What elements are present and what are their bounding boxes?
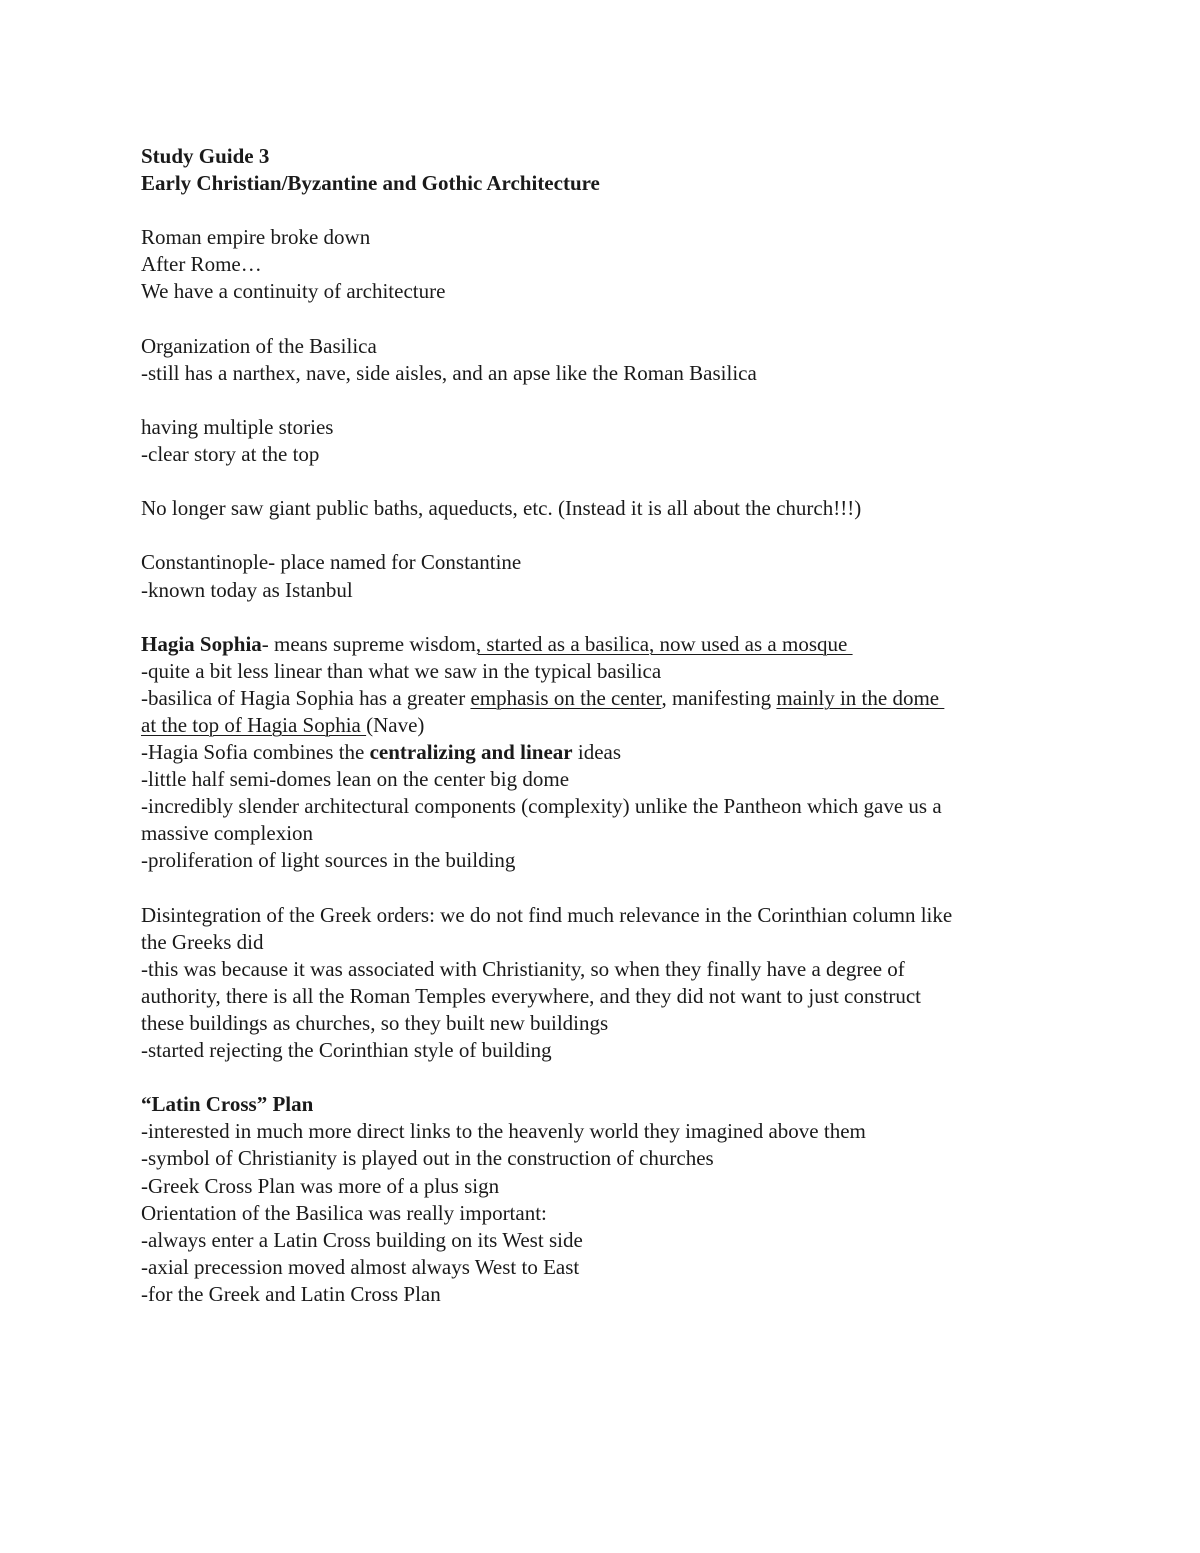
text-line: -known today as Istanbul	[141, 577, 353, 602]
text-run: - means supreme wisdom	[261, 631, 476, 656]
spacer	[141, 306, 1081, 333]
text-line: Roman empire broke down	[141, 225, 371, 250]
text-line: -quite a bit less linear than what we saw in the typical basilica	[141, 658, 662, 683]
spacer	[141, 387, 1081, 414]
text-line: -incredibly slender architectural components (complexity) unlike the Pantheon which gave us a	[141, 794, 942, 819]
spacer	[141, 468, 1081, 495]
spacer	[141, 1064, 1081, 1091]
text-line: -little half semi-domes lean on the center big dome	[141, 767, 570, 792]
text-line	[141, 712, 1081, 739]
hagia-sophia-heading: Hagia Sophia	[141, 631, 262, 656]
text-line: After Rome…	[141, 252, 262, 277]
hagia-sophia-heading-line	[141, 631, 1081, 658]
text-run: -Hagia Sofia combines the	[141, 740, 370, 765]
underlined-text: , started as a basilica, now used as a mosque	[475, 631, 853, 656]
spacer	[141, 197, 1081, 224]
text-line: -interested in much more direct links to the heavenly world they imagined above them	[141, 1119, 866, 1144]
document-body	[141, 143, 1081, 1308]
text-line: We have a continuity of architecture	[141, 279, 446, 304]
underlined-text: at the top of Hagia Sophia	[141, 712, 367, 737]
text-line: massive complexion	[141, 821, 314, 846]
text-line: -Greek Cross Plan was more of a plus sign	[141, 1173, 500, 1198]
text-line: Disintegration of the Greek orders: we do not find much relevance in the Corinthian column like	[141, 902, 953, 927]
text-line: Organization of the Basilica	[141, 333, 377, 358]
text-run: ideas	[572, 740, 622, 765]
text-line: -still has a narthex, nave, side aisles, and an apse like the Roman Basilica	[141, 360, 757, 385]
text-line: the Greeks did	[141, 929, 264, 954]
text-line: -clear story at the top	[141, 442, 320, 467]
text-line: -this was because it was associated with Christianity, so when they finally have a degree of	[141, 956, 905, 981]
text-line	[141, 739, 1081, 766]
text-line: Orientation of the Basilica was really important:	[141, 1200, 547, 1225]
underlined-text: emphasis on the center	[470, 685, 662, 710]
text-line: No longer saw giant public baths, aqueducts, etc. (Instead it is all about the church!!!)	[141, 496, 862, 521]
text-run: (Nave)	[366, 712, 425, 737]
latin-cross-heading: “Latin Cross” Plan	[141, 1092, 314, 1117]
spacer	[141, 875, 1081, 902]
text-line: Constantinople- place named for Constantine	[141, 550, 522, 575]
text-line: these buildings as churches, so they built new buildings	[141, 1011, 609, 1035]
text-line: -axial precession moved almost always West to East	[141, 1254, 580, 1279]
text-line: -for the Greek and Latin Cross Plan	[141, 1281, 441, 1306]
spacer	[141, 522, 1081, 549]
text-line: -symbol of Christianity is played out in the construction of churches	[141, 1146, 714, 1171]
text-line: -always enter a Latin Cross building on its West side	[141, 1227, 583, 1252]
bold-text: centralizing and linear	[369, 740, 573, 765]
document-title: Study Guide 3	[141, 144, 270, 168]
underlined-text: mainly in the dome	[776, 685, 945, 710]
text-line: -proliferation of light sources in the building	[141, 848, 516, 873]
text-run: , manifesting	[661, 685, 777, 710]
text-line	[141, 685, 1081, 712]
text-line: -started rejecting the Corinthian style of building	[141, 1038, 552, 1063]
text-line: authority, there is all the Roman Temples everywhere, and they did not want to just construct	[141, 983, 922, 1008]
text-run: -basilica of Hagia Sophia has a greater	[141, 685, 471, 710]
spacer	[141, 604, 1081, 631]
document-subtitle: Early Christian/Byzantine and Gothic Architecture	[141, 171, 600, 196]
text-line: having multiple stories	[141, 414, 334, 439]
